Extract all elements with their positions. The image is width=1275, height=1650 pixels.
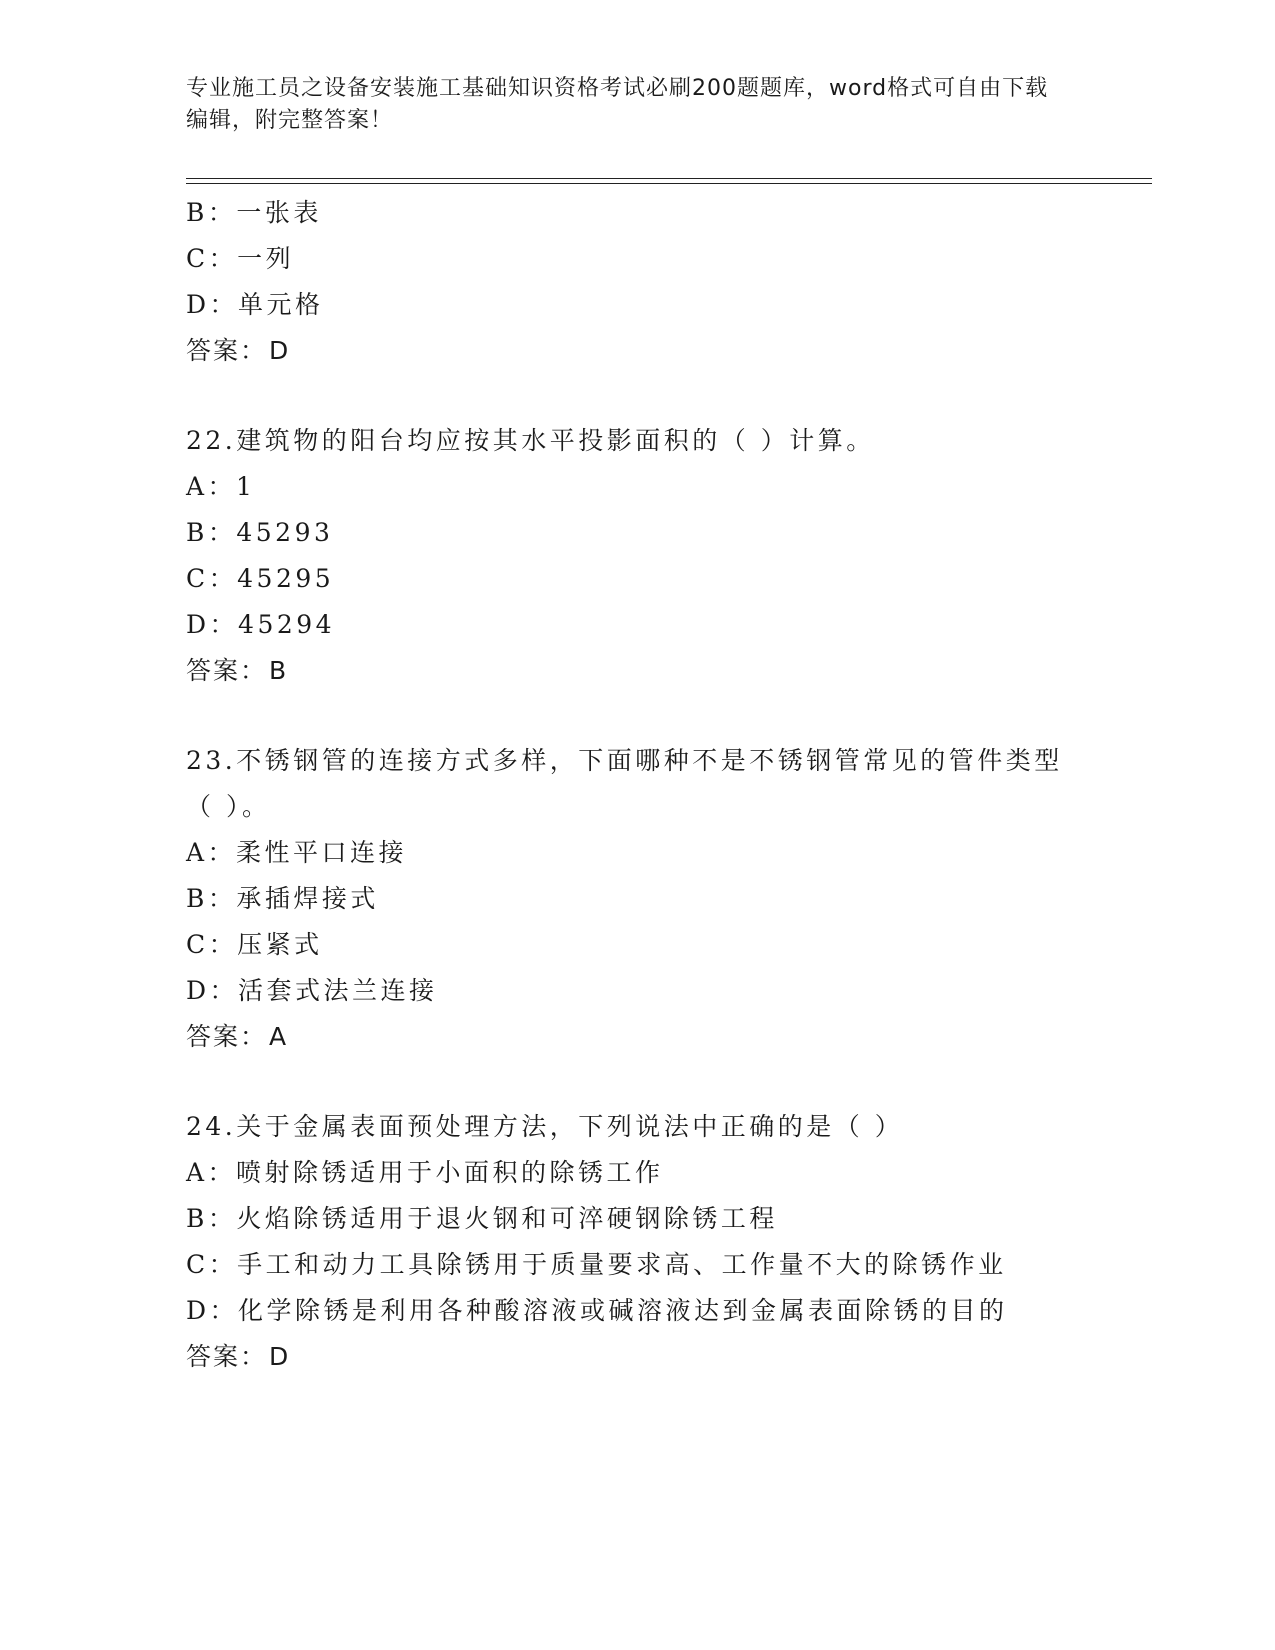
answer-line <box>186 1014 1152 1060</box>
question-22 <box>186 418 1152 694</box>
option-a: A：柔性平口连接 <box>186 838 408 867</box>
option-d: D：活套式法兰连接 <box>186 976 438 1005</box>
option-d: D：化学除锈是利用各种酸溶液或碱溶液达到金属表面除锈的目的 <box>186 1296 1008 1325</box>
option-b: B：承插焊接式 <box>186 884 379 913</box>
option-a: A：1 <box>186 472 256 501</box>
option-c: C：手工和动力工具除锈用于质量要求高、工作量不大的除锈作业 <box>186 1250 1007 1279</box>
answer-line <box>186 648 1152 694</box>
answer-label: 答案： <box>186 656 268 685</box>
question-stem-line-1: 23.不锈钢管的连接方式多样，下面哪种不是不锈钢管常见的管件类型 <box>186 746 1063 775</box>
option-d: D：45294 <box>186 610 336 639</box>
option-a: A：喷射除锈适用于小面积的除锈工作 <box>186 1158 664 1187</box>
option-c: C：一列 <box>186 244 295 273</box>
option-c: C：压紧式 <box>186 930 323 959</box>
document-header: 专业施工员之设备安装施工基础知识资格考试必刷200题题库，word格式可自由下载编辑，附完整答案！ <box>186 76 1049 133</box>
answer-value: A <box>269 1022 289 1051</box>
answer-label: 答案： <box>186 1022 268 1051</box>
question-23 <box>186 738 1152 1060</box>
answer-label: 答案： <box>186 336 268 365</box>
answer-value: D <box>269 1342 291 1371</box>
spacer <box>186 694 1152 738</box>
answer-value: B <box>269 656 289 685</box>
question-24 <box>186 1104 1152 1380</box>
option-b: B：火焰除锈适用于退火钢和可淬硬钢除锈工程 <box>186 1204 778 1233</box>
option-c: C：45295 <box>186 564 335 593</box>
spacer <box>186 1060 1152 1104</box>
answer-value: D <box>269 336 291 365</box>
header-rule-top <box>186 178 1152 179</box>
option-b: B：45293 <box>186 518 334 547</box>
option-d: D：单元格 <box>186 290 324 319</box>
header-rule-bottom <box>186 183 1152 184</box>
question-list <box>186 190 1152 1380</box>
question-stem: 22.建筑物的阳台均应按其水平投影面积的（ ）计算。 <box>186 426 875 455</box>
answer-label: 答案： <box>186 1342 268 1371</box>
answer-line <box>186 1334 1152 1380</box>
spacer <box>186 374 1152 418</box>
answer-line <box>186 328 1152 374</box>
option-b: B：一张表 <box>186 198 322 227</box>
question-fragment <box>186 190 1152 374</box>
question-stem: 24.关于金属表面预处理方法，下列说法中正确的是（ ） <box>186 1112 904 1141</box>
question-stem-line-2: （ ）。 <box>186 792 271 821</box>
